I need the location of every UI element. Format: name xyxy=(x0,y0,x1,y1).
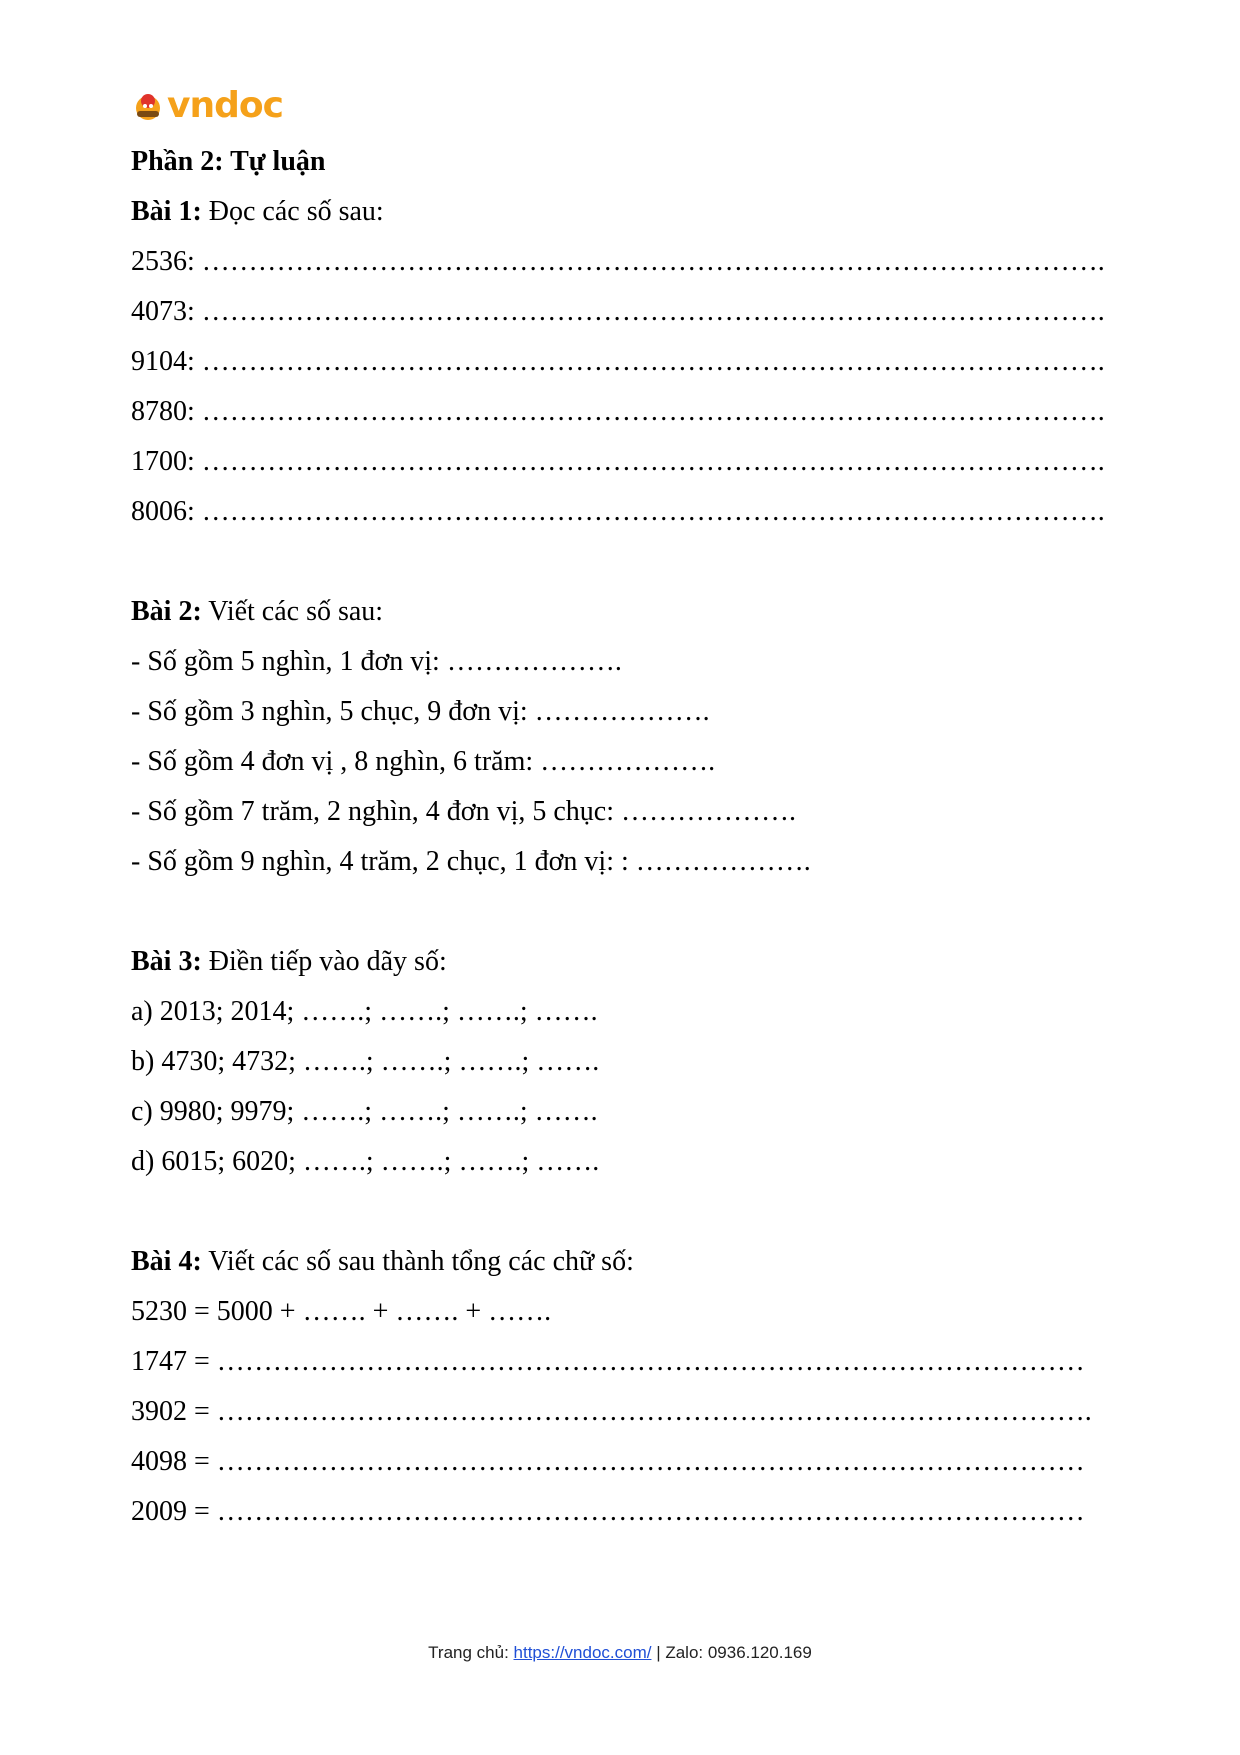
bai1-label: Bài 1: xyxy=(131,196,202,227)
bai1-item: 1700: ……………………………………………………………………………………. xyxy=(131,446,1105,477)
bai4-item: 5230 = 5000 + ……. + ……. + ……. xyxy=(131,1296,552,1327)
bai2-item: - Số gồm 5 nghìn, 1 đơn vị: ………………. xyxy=(131,646,622,677)
homepage-link[interactable]: https://vndoc.com/ xyxy=(513,1643,652,1662)
bai1-item: 4073: ……………………………………………………………………………………. xyxy=(131,296,1105,327)
bai4-prompt: Viết các số sau thành tổng các chữ số: xyxy=(201,1246,634,1277)
mascot-icon xyxy=(131,89,165,123)
bai1-title xyxy=(131,195,384,229)
bai2-item: - Số gồm 7 trăm, 2 nghìn, 4 đơn vị, 5 chục: ………………. xyxy=(131,796,796,827)
bai3-item: b) 4730; 4732; …….; …….; …….; ……. xyxy=(131,1046,600,1077)
bai3-item: a) 2013; 2014; …….; …….; …….; ……. xyxy=(131,996,598,1027)
footer-prefix: Trang chủ: xyxy=(428,1643,514,1662)
section-heading xyxy=(131,145,325,179)
bai2-label: Bài 2: xyxy=(131,596,202,627)
bai2-title xyxy=(131,595,383,629)
bai1-prompt: Đọc các số sau: xyxy=(201,196,384,227)
footer-suffix: | Zalo: 0936.120.169 xyxy=(651,1643,812,1662)
bai1-item: 8006: ……………………………………………………………………………………. xyxy=(131,496,1105,527)
bai4-label: Bài 4: xyxy=(131,1246,202,1277)
bai1-item: 9104: ……………………………………………………………………………………. xyxy=(131,346,1105,377)
bai2-item: - Số gồm 4 đơn vị , 8 nghìn, 6 trăm: ………………. xyxy=(131,746,716,777)
bai3-item: c) 9980; 9979; …….; …….; …….; ……. xyxy=(131,1096,598,1127)
bai2-item: - Số gồm 9 nghìn, 4 trăm, 2 chục, 1 đơn vị: : ………………. xyxy=(131,846,811,877)
bai4-item: 3902 = …………………………………………………………………………………. xyxy=(131,1396,1092,1427)
bai2-prompt: Viết các số sau: xyxy=(201,596,384,627)
page-footer xyxy=(0,1643,1240,1663)
bai2-item: - Số gồm 3 nghìn, 5 chục, 9 đơn vị: ………………. xyxy=(131,696,710,727)
bai3-title xyxy=(131,945,447,979)
bai3-item: d) 6015; 6020; …….; …….; …….; ……. xyxy=(131,1146,600,1177)
bai4-title xyxy=(131,1245,634,1279)
bai3-label: Bài 3: xyxy=(131,946,202,977)
bai4-item: 1747 = ………………………………………………………………………………… xyxy=(131,1346,1085,1377)
heading-text: Phần 2: Tự luận xyxy=(131,146,326,177)
bai1-item: 2536: ……………………………………………………………………………………. xyxy=(131,246,1105,277)
bai4-item: 4098 = ………………………………………………………………………………… xyxy=(131,1446,1085,1477)
bai3-prompt: Điền tiếp vào dãy số: xyxy=(201,946,447,977)
bai4-item: 2009 = ………………………………………………………………………………… xyxy=(131,1496,1085,1527)
bai1-item: 8780: ……………………………………………………………………………………. xyxy=(131,396,1105,427)
logo-text: vndoc xyxy=(167,85,283,126)
vndoc-logo xyxy=(131,86,283,126)
